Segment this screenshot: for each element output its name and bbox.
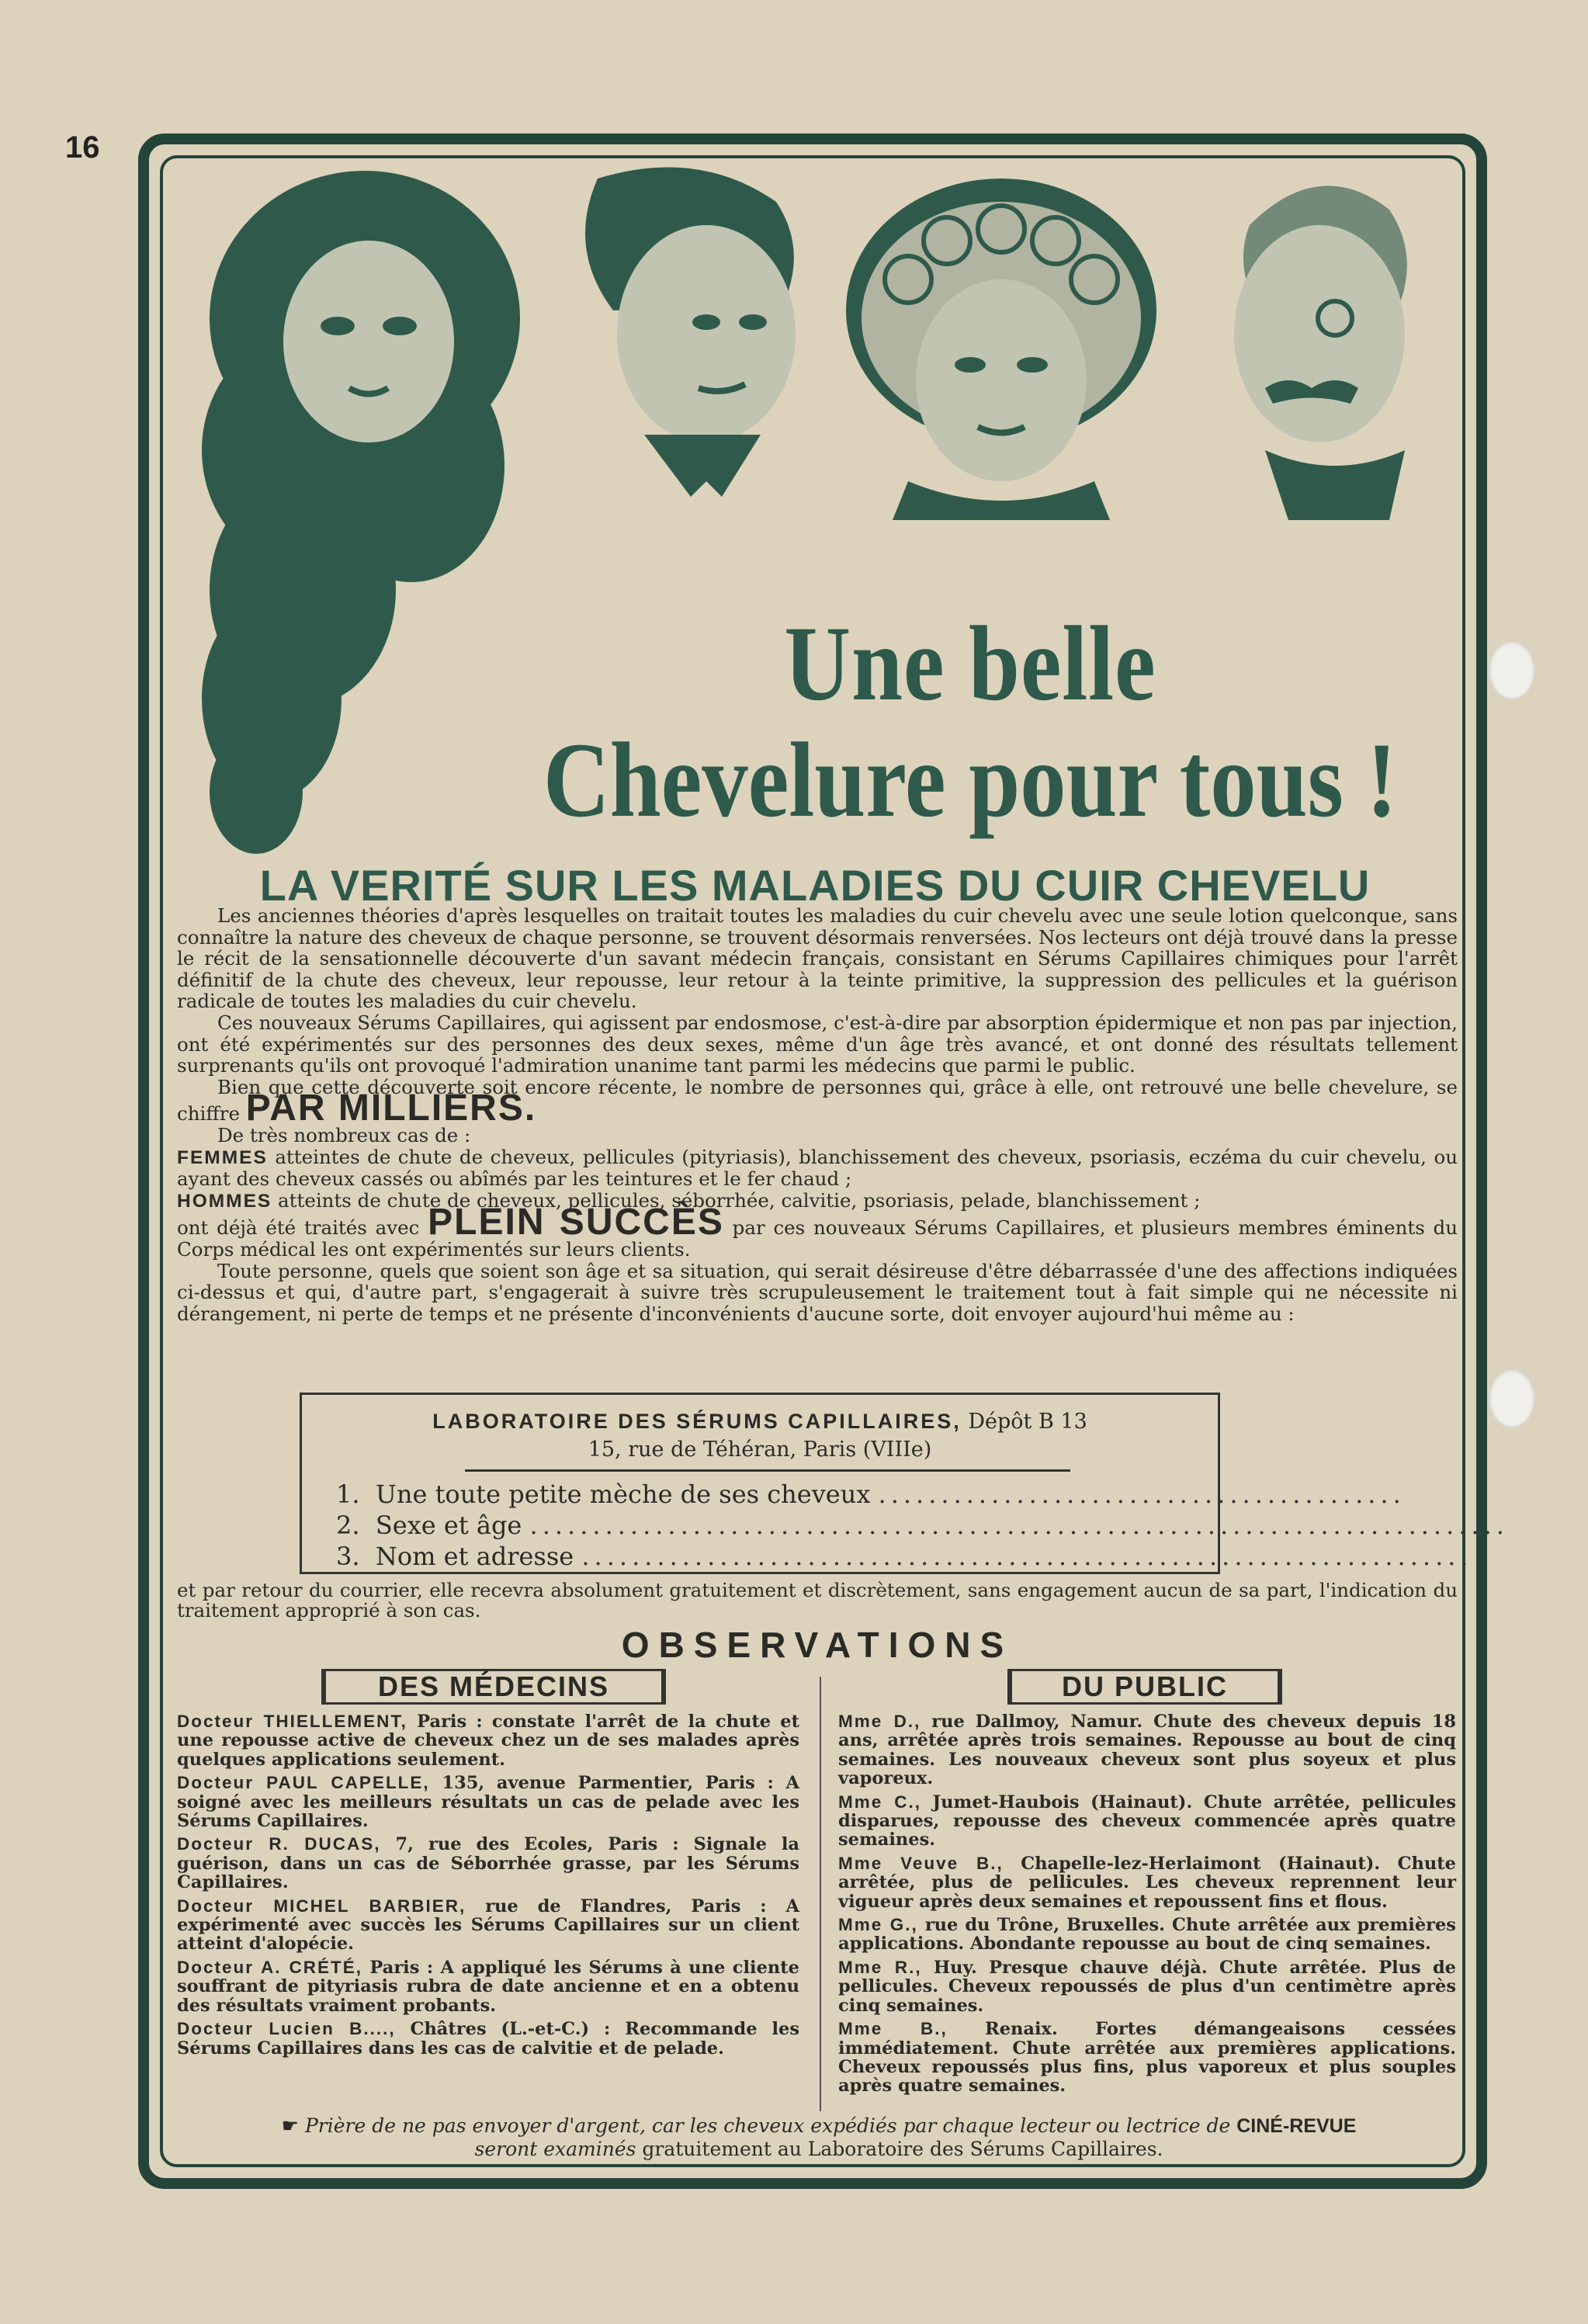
- paragraph-3: [177, 1075, 1458, 1129]
- doctor-text: Paris : constate l'arrêt de la chute et une repousse active de cheveux chez un de ses malades après quelques applications seulement.: [177, 1712, 799, 1770]
- page-number: 16: [65, 130, 100, 165]
- list-item: [336, 1541, 1473, 1572]
- young-man-portrait: [585, 167, 796, 497]
- item-number: 1.: [336, 1479, 360, 1509]
- public-text: Huy. Presque chauve déjà. Chute arrêtée. Plus de pellicules. Cheveux repoussés de plus d'un centimètre après cinq semaines.: [838, 1957, 1456, 2016]
- punch-hole: [1489, 641, 1535, 700]
- medecins-column: [177, 1712, 799, 2062]
- public-entry: [838, 1854, 1456, 1911]
- older-woman-portrait: [846, 179, 1156, 520]
- subheading: LA VERITÉ SUR LES MALADIES DU CUIR CHEVELU: [259, 861, 1371, 910]
- public-name: Mme Veuve B.,: [838, 1853, 1004, 1873]
- doctor-name: Docteur THIELLEMENT,: [177, 1712, 407, 1731]
- femmes-label: FEMMES: [177, 1146, 268, 1168]
- public-text: rue du Trône, Bruxelles. Chute arrêtée aux premières applications. Abondante repousse au bout de cinq semaines.: [838, 1915, 1456, 1955]
- punch-hole: [1489, 1369, 1535, 1428]
- public-name: Mme G.,: [838, 1915, 918, 1935]
- medecin-entry: [177, 2020, 799, 2058]
- after-box-text: et par retour du courrier, elle recevra absolument gratuitement et discrètement, sans engagement aucun de sa part, l'indication du traitement approprié à son cas.: [177, 1579, 1458, 1622]
- list-item: [336, 1479, 1406, 1510]
- treated-line: [177, 1202, 1458, 1261]
- doctor-text: rue de Flandres, Paris : A expérimenté avec succès les Sérums Capillaires sur un client atteint d'alopécie.: [177, 1896, 799, 1955]
- headline: [466, 605, 1475, 838]
- doctor-text: 7, rue des Ecoles, Paris : Signale la guérison, dans un cas de Séborrhée grasse, par les Sérums Capillaires.: [177, 1834, 799, 1893]
- dotted-leader: .......................................................................: [581, 1542, 1473, 1571]
- laboratory-header: [302, 1395, 1218, 1464]
- public-entry: [838, 1712, 1456, 1788]
- medecin-entry: [177, 1774, 799, 1830]
- public-entry: [838, 1793, 1456, 1850]
- medecin-entry: [177, 1897, 799, 1954]
- doctor-text: Châtres (L.-et-C.) : Recommande les Sérums Capillaires dans les cas de calvitie et de pelade.: [177, 2019, 799, 2059]
- public-name: Mme C.,: [838, 1792, 921, 1812]
- public-text: rue Dallmoy, Namur. Chute des cheveux depuis 18 ans, arrêtée après trois semaines. Repousse au bout de cinq semaines. Les nouveaux cheveux sont plus soyeux et plus vaporeux.: [838, 1712, 1457, 1789]
- public-header: DU PUBLIC: [1007, 1669, 1282, 1705]
- medecins-header: DES MÉDECINS: [321, 1669, 666, 1705]
- public-text: Jumet-Haubois (Hainaut). Chute arrêtée, pellicules disparues, repousse des cheveux commencée après quatre semaines.: [838, 1792, 1456, 1851]
- doctor-text: Paris : A appliqué les Sérums à une cliente souffrant de pityriasis rubra de date ancienne et en a obtenu des résultats vraiment probants.: [177, 1957, 799, 2016]
- column-divider: [820, 1677, 821, 2111]
- footer-line-1: Prière de ne pas envoyer d'argent, car les cheveux expédiés par chaque lecteur ou lectrice de: [304, 2114, 1231, 2137]
- dotted-leader: ..............................................................................: [529, 1511, 1509, 1540]
- hommes-label: HOMMES: [177, 1190, 272, 1212]
- doctor-name: Docteur PAUL CAPELLE,: [177, 1773, 430, 1793]
- cases-intro: De très nombreux cas de :: [217, 1123, 471, 1146]
- item-text: Nom et adresse: [375, 1542, 574, 1571]
- laboratory-depot: Dépôt B 13: [968, 1410, 1087, 1434]
- paragraph-2: Ces nouveaux Sérums Capillaires, qui agissent par endosmose, c'est-à-dire par absorption épidermique et non pas par injection, ont été expérimentés sur des personnes des deux sexes, même d'un âge très avancé, et ont donné des résultats tellement surprenants qu'ils ont provoqué l'admiration unanime tant parmi les médecins que parmi le public.: [177, 1011, 1458, 1077]
- laboratory-list: [336, 1479, 1509, 1572]
- footer-line-2: gratuitement au Laboratoire des Sérums Capillaires.: [642, 2138, 1163, 2160]
- paragraph-5: Toute personne, quels que soient son âge et sa situation, qui serait désireuse d'être débarrassée d'une des affections indiquées ci-dessus et qui, d'autre part, s'engagerait à suivre très scrupuleusement le traitement tout à fait simple qui ne nécessite ni dérangement, ni perte de temps et ne présente d'inconvénients d'aucune sorte, doit envoyer aujourd'hui même au :: [177, 1259, 1458, 1325]
- item-text: Une toute petite mèche de ses cheveux: [375, 1479, 871, 1509]
- paragraph-3-text: Bien que cette découverte soit encore récente, le nombre de personnes qui, grâce à elle, ont retrouvé une belle chevelure, se chiffre: [177, 1075, 1458, 1126]
- public-entry: [838, 1916, 1456, 1954]
- doctor-name: Docteur R. DUCAS,: [177, 1834, 381, 1854]
- hommes-text: atteints de chute de cheveux, pellicules, séborrhée, calvitie, psoriasis, pelade, blanchissement ;: [278, 1188, 1201, 1212]
- laboratory-address: 15, rue de Téhéran, Paris (VIIIe): [588, 1438, 932, 1462]
- cine-revue-brand: CINÉ-REVUE: [1236, 2115, 1357, 2137]
- doctor-text: 135, avenue Parmentier, Paris : A soigné avec les meilleurs résultats un cas de pelade avec les Sérums Capillaires.: [177, 1773, 800, 1832]
- headline-line-1: Une belle: [784, 604, 1156, 723]
- item-text: Sexe et âge: [375, 1511, 522, 1540]
- laboratory-box: [300, 1393, 1509, 1574]
- paragraph-1: Les anciennes théories d'après lesquelles on traitait toutes les maladies du cuir chevelu avec une seule lotion quelconque, sans connaître la nature des cheveux de chaque personne, se trouvent désormais renversées. Nos lecteurs ont déjà trouvé dans la presse le récit de la sensationnelle découverte d'un savant médecin français, consistant en Sérums Capillaires chimiques pour l'arrêt définitif de la chute des cheveux, leur repousse, leur retour à la teinte primitive, la suppression des pellicules et la guérison radicale de toutes les maladies du cuir chevelu.: [177, 904, 1458, 1013]
- public-entry: [838, 1958, 1456, 2015]
- par-milliers: PAR MILLIERS.: [245, 1087, 537, 1129]
- femmes-line: [177, 1146, 1458, 1190]
- public-name: Mme R.,: [838, 1957, 922, 1977]
- treated-end: par ces nouveaux Sérums Capillaires, et plusieurs membres éminents du Corps médical les ont expérimentés sur leurs clients.: [177, 1216, 1458, 1261]
- medecin-entry: [177, 1712, 799, 1769]
- public-entry: [838, 2020, 1456, 2096]
- treated-start: ont déjà été traités avec: [177, 1216, 420, 1240]
- public-name: Mme D.,: [838, 1712, 921, 1731]
- item-number: 2.: [336, 1511, 360, 1540]
- laboratory-divider: [465, 1469, 1070, 1472]
- observations-title: OBSERVATIONS: [621, 1625, 1014, 1665]
- femmes-text: atteintes de chute de cheveux, pellicules (pityriasis), blanchissement des cheveux, psoriasis, eczéma du cuir chevelu, ou ayant des cheveux cassés ou abîmés par les teintures et le fer chaud ;: [177, 1145, 1458, 1191]
- item-number: 3.: [336, 1542, 360, 1571]
- medecin-entry: [177, 1958, 799, 2015]
- doctor-name: Docteur Lucien B....,: [177, 2019, 396, 2039]
- public-column: [838, 1712, 1456, 2100]
- older-man-portrait: [1234, 186, 1407, 520]
- doctor-name: Docteur A. CRÉTÉ,: [177, 1957, 362, 1977]
- hommes-line: [177, 1190, 1458, 1212]
- public-text: Renaix. Fortes démangeaisons cessées immédiatement. Chute arrêtée aux premières applications. Cheveux repoussés plus fins, plus vaporeux et plus souples après quatre semaines.: [838, 2019, 1456, 2097]
- footer-line-2-italic: seront examinés: [474, 2138, 636, 2160]
- medecin-entry: [177, 1835, 799, 1892]
- public-name: Mme B.,: [838, 2019, 948, 2039]
- doctor-name: Docteur MICHEL BARBIER,: [177, 1896, 466, 1916]
- public-text: Chapelle-lez-Herlaimont (Hainaut). Chute arrêtée, plus de pellicules. Les cheveux reprennent leur vigueur après deux semaines et repoussent fins et flous.: [838, 1853, 1456, 1912]
- plein-succes: PLEIN SUCCÈS: [428, 1202, 724, 1244]
- list-item: [336, 1510, 1509, 1541]
- footer-note: [179, 2114, 1459, 2160]
- body-text: [177, 905, 1458, 1324]
- laboratory-name: LABORATOIRE DES SÉRUMS CAPILLAIRES,: [432, 1410, 962, 1433]
- pointing-hand-icon: ☛: [281, 2114, 299, 2137]
- headline-line-2: Chevelure pour tous !: [543, 720, 1398, 839]
- dotted-leader: ..........................................: [878, 1479, 1406, 1509]
